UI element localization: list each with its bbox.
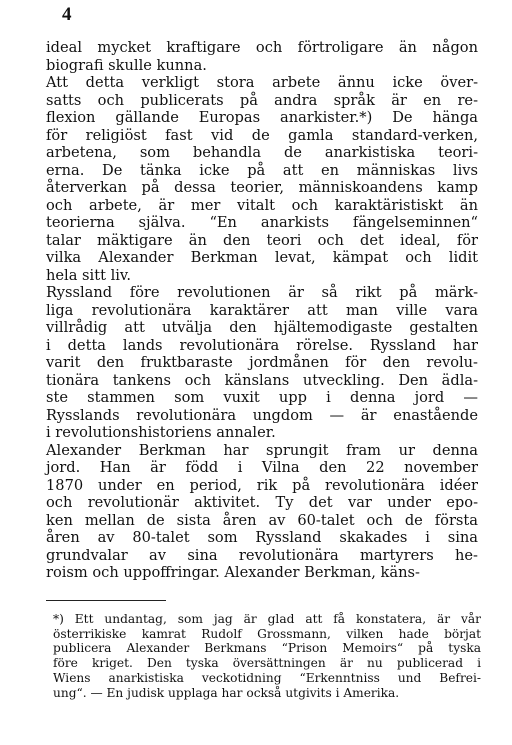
page-number: 4 (62, 4, 72, 25)
text-line: Ryssland före revolutionen är så rikt på märk- (46, 284, 478, 301)
text-line: erna. De tänka icke på att en människas livs (46, 161, 478, 179)
text-line: teorierna själva. “En anarkists fängelseminnen“ (46, 214, 478, 231)
body-text (46, 39, 478, 582)
footnote-line: ung“. — En judisk upplaga har också utgivits i Amerika. (53, 685, 400, 700)
text-line: ideal mycket kraftigare och förtroligare än någon (46, 39, 478, 56)
text-line: och revolutionär aktivitet. Ty det var under epo- (46, 494, 478, 511)
text-line: och arbete, är mer vitalt och karaktäristiskt än (46, 196, 478, 214)
text-line: ste stammen som vuxit upp i denna jord — (46, 389, 478, 406)
text-line: liga revolutionära karaktärer att man ville vara (46, 301, 478, 319)
text-line: grundvalar av sina revolutionära martyrers he- (46, 546, 478, 564)
paragraph-3 (46, 284, 478, 442)
text-line: vilka Alexander Berkman levat, kämpat och lidit (46, 249, 478, 266)
footnote-line: före kriget. Den tyska översättningen är nu publicerad i (53, 656, 481, 671)
text-line: talar mäktigare än den teori och det ideal, för (46, 231, 478, 249)
paragraph-2 (46, 74, 478, 284)
footnote-line: Wiens anarkistiska veckotidning “Erkenntniss und Befrei- (53, 670, 481, 685)
text-line: arbetena, som behandla de anarkistiska teori- (46, 144, 478, 161)
text-line: Att detta verkligt stora arbete ännu icke över- (46, 74, 478, 91)
footnote (53, 612, 481, 700)
paragraph-1 (46, 39, 478, 74)
text-line: ken mellan de sista åren av 60-talet och de första (46, 511, 478, 529)
footnote-line: *) Ett undantag, som jag är glad att få konstatera, är vår (53, 612, 481, 626)
footnote-line: österrikiske kamrat Rudolf Grossmann, vilken hade börjat (53, 626, 481, 641)
text-line: flexion gällande Europas anarkister.*) De hänga (46, 109, 478, 126)
text-line: jord. Han är född i Vilna den 22 november (46, 459, 478, 476)
paragraph-4 (46, 442, 478, 582)
text-line: för religiöst fast vid de gamla standard-verken, (46, 126, 478, 144)
text-line: biografi skulle kunna. (46, 56, 207, 74)
text-line: i detta lands revolutionära rörelse. Ryssland har (46, 336, 478, 354)
text-line: tionära tankens och känslans utveckling. Den ädla- (46, 371, 478, 389)
text-line: återverkan på dessa teorier, människoandens kamp (46, 179, 478, 196)
text-line: Alexander Berkman har sprungit fram ur denna (46, 441, 478, 459)
footnote-divider (46, 600, 166, 601)
text-line: i revolutionshistoriens annaler. (46, 424, 276, 441)
text-line: 1870 under en period, rik på revolutionära idéer (46, 476, 478, 494)
text-line: satts och publicerats på andra språk är en re- (46, 91, 478, 109)
text-line: Rysslands revolutionära ungdom — är enastående (46, 406, 478, 424)
text-line: villrådig att utvälja den hjältemodigaste gestalten (46, 319, 478, 336)
text-line: hela sitt liv. (46, 266, 132, 284)
footnote-line: publicera Alexander Berkmans “Prison Memoirs“ på tyska (53, 641, 481, 656)
text-line: roism och uppoffringar. Alexander Berkman, käns- (46, 564, 420, 581)
text-line: åren av 80-talet som Ryssland skakades i sina (46, 529, 478, 546)
text-line: varit den fruktbaraste jordmånen för den revolu- (46, 354, 478, 371)
